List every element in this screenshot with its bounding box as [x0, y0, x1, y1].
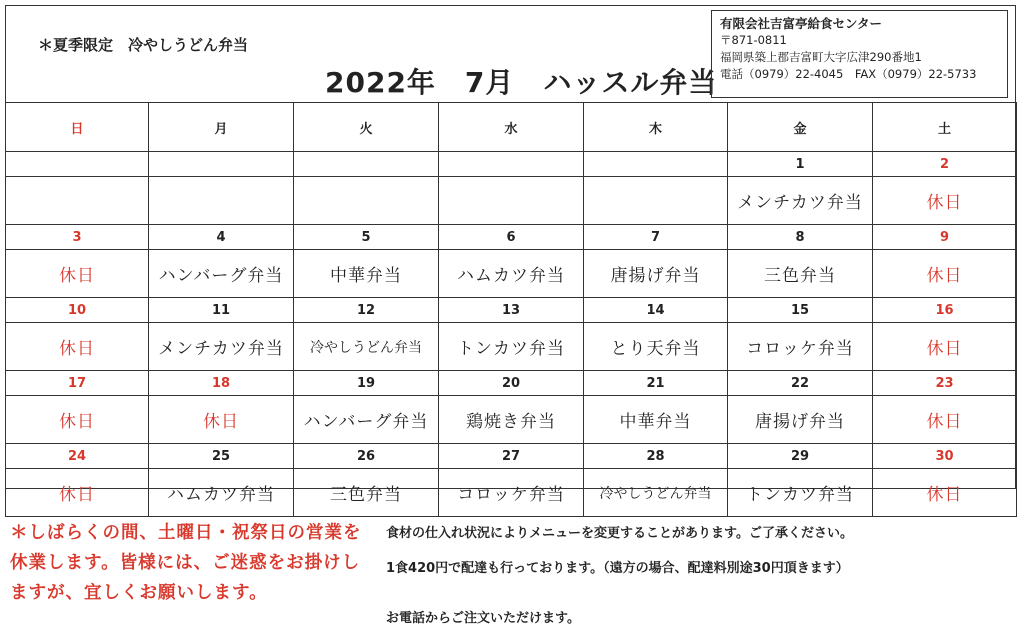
menu-cell [294, 177, 439, 225]
menu-cell [6, 177, 149, 225]
page-title: 2022年 7月 ハッスル弁当 [325, 66, 718, 99]
date-cell: 19 [294, 371, 439, 396]
holiday-cell: 休日 [6, 323, 149, 371]
date-cell [584, 152, 728, 177]
menu-change-info: 食材の仕入れ状況によりメニューを変更することがあります。ご了承ください。 [386, 526, 853, 541]
date-cell: 22 [728, 371, 873, 396]
company-info-box [711, 10, 1008, 98]
holiday-cell: 休日 [873, 250, 1017, 298]
date-cell: 30 [873, 444, 1017, 469]
date-cell: 11 [149, 298, 294, 323]
date-cell: 7 [584, 225, 728, 250]
menu-cell: メンチカツ弁当 [728, 177, 873, 225]
menu-row [6, 177, 1017, 225]
menu-cell: 鶏焼き弁当 [439, 396, 584, 444]
date-cell: 16 [873, 298, 1017, 323]
monthly-menu-calendar [5, 102, 1017, 517]
date-cell: 2 [873, 152, 1017, 177]
holiday-cell: 休日 [149, 396, 294, 444]
holiday-cell: 休日 [873, 396, 1017, 444]
menu-cell: トンカツ弁当 [439, 323, 584, 371]
date-cell: 27 [439, 444, 584, 469]
menu-cell [584, 177, 728, 225]
weekday-header: 土 [873, 103, 1017, 152]
date-cell: 13 [439, 298, 584, 323]
date-cell: 9 [873, 225, 1017, 250]
date-row [6, 298, 1017, 323]
summer-limited-note: ＊夏季限定 冷やしうどん弁当 [38, 36, 249, 54]
date-cell: 18 [149, 371, 294, 396]
menu-cell: ハンバーグ弁当 [149, 250, 294, 298]
date-cell: 20 [439, 371, 584, 396]
closure-notice: ＊しばらくの間、土曜日・祝祭日の営業を休業します。皆様には、ご迷惑をお掛けしますが、宜しくお願いします。 [10, 523, 362, 603]
date-cell [294, 152, 439, 177]
menu-cell: コロッケ弁当 [728, 323, 873, 371]
date-cell: 21 [584, 371, 728, 396]
menu-cell: 冷やしうどん弁当 [584, 469, 728, 517]
menu-cell: ハンバーグ弁当 [294, 396, 439, 444]
menu-cell: 冷やしうどん弁当 [294, 323, 439, 371]
date-cell: 24 [6, 444, 149, 469]
company-address: 福岡県築上郡吉富町大字広津290番地1 [720, 50, 922, 64]
date-cell: 23 [873, 371, 1017, 396]
date-cell: 26 [294, 444, 439, 469]
date-cell: 6 [439, 225, 584, 250]
date-cell [6, 152, 149, 177]
date-cell: 5 [294, 225, 439, 250]
date-cell: 14 [584, 298, 728, 323]
date-cell: 3 [6, 225, 149, 250]
date-row [6, 371, 1017, 396]
date-cell: 17 [6, 371, 149, 396]
menu-cell [439, 177, 584, 225]
date-cell: 12 [294, 298, 439, 323]
holiday-cell: 休日 [6, 250, 149, 298]
date-cell: 1 [728, 152, 873, 177]
weekday-header: 月 [149, 103, 294, 152]
date-row [6, 444, 1017, 469]
menu-cell: 唐揚げ弁当 [584, 250, 728, 298]
menu-cell: とり天弁当 [584, 323, 728, 371]
company-postal: 〒871-0811 [720, 33, 787, 47]
date-cell: 10 [6, 298, 149, 323]
menu-cell: 三色弁当 [728, 250, 873, 298]
menu-cell: ハムカツ弁当 [149, 469, 294, 517]
menu-cell: メンチカツ弁当 [149, 323, 294, 371]
holiday-cell: 休日 [873, 323, 1017, 371]
weekday-header: 日 [6, 103, 149, 152]
menu-cell: ハムカツ弁当 [439, 250, 584, 298]
company-name: 有限会社吉富亭給食センター [720, 16, 883, 31]
date-row [6, 225, 1017, 250]
menu-cell: コロッケ弁当 [439, 469, 584, 517]
date-cell: 25 [149, 444, 294, 469]
holiday-cell: 休日 [6, 396, 149, 444]
weekday-header: 金 [728, 103, 873, 152]
menu-cell [149, 177, 294, 225]
weekday-header: 木 [584, 103, 728, 152]
holiday-cell: 休日 [873, 469, 1017, 517]
menu-row [6, 250, 1017, 298]
menu-cell: トンカツ弁当 [728, 469, 873, 517]
date-cell: 8 [728, 225, 873, 250]
holiday-cell: 休日 [6, 469, 149, 517]
menu-row [6, 469, 1017, 517]
date-row [6, 152, 1017, 177]
date-cell: 29 [728, 444, 873, 469]
phone-order-info: お電話からご注文いただけます。 [386, 611, 580, 626]
delivery-info: 1食420円で配達も行っております。（遠方の場合、配達料別途30円頂きます） [386, 561, 849, 576]
holiday-cell: 休日 [873, 177, 1017, 225]
menu-cell: 三色弁当 [294, 469, 439, 517]
company-contact: 電話（0979）22-4045 FAX（0979）22-5733 [720, 67, 977, 81]
date-cell [439, 152, 584, 177]
weekday-header-row [6, 103, 1017, 152]
menu-cell: 唐揚げ弁当 [728, 396, 873, 444]
weekday-header: 水 [439, 103, 584, 152]
menu-cell: 中華弁当 [294, 250, 439, 298]
menu-cell: 中華弁当 [584, 396, 728, 444]
menu-row [6, 323, 1017, 371]
date-cell: 28 [584, 444, 728, 469]
date-cell [149, 152, 294, 177]
weekday-header: 火 [294, 103, 439, 152]
date-cell: 4 [149, 225, 294, 250]
menu-row [6, 396, 1017, 444]
date-cell: 15 [728, 298, 873, 323]
